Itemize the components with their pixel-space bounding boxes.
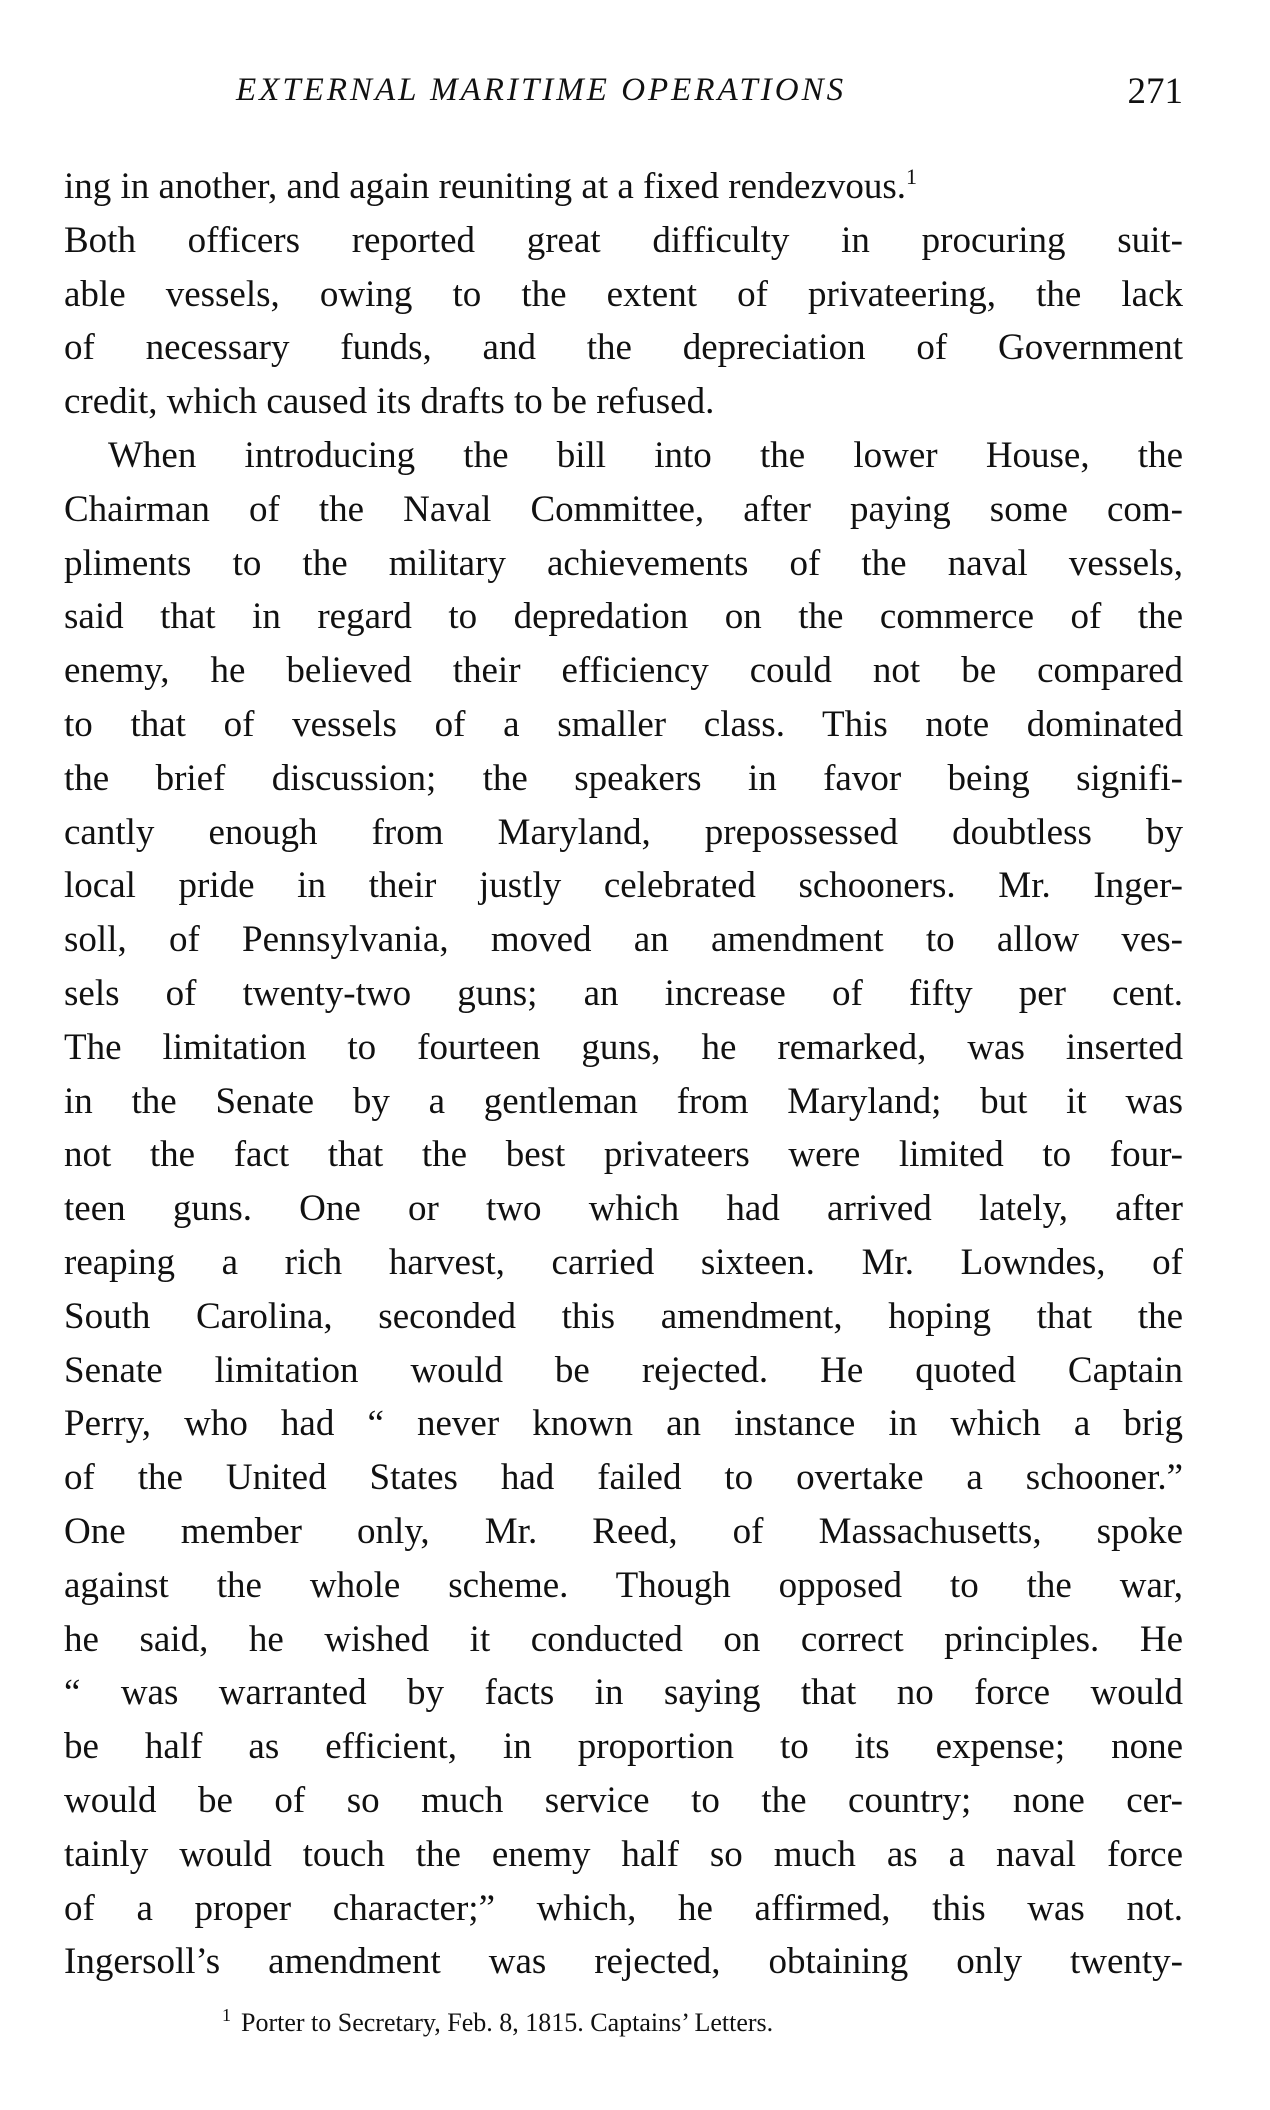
text-line bbox=[64, 1075, 1183, 1129]
text-line-content: in the Senate by a gentleman from Maryland; but it was bbox=[64, 1080, 1183, 1122]
text-line bbox=[64, 1505, 1183, 1559]
text-line-content: Chairman of the Naval Committee, after paying some com- bbox=[64, 488, 1183, 530]
text-line bbox=[64, 913, 1183, 967]
text-line-content: of the United States had failed to overtake a schooner.” bbox=[64, 1457, 1183, 1499]
text-line-content: Perry, who had “ never known an instance in which a brig bbox=[64, 1403, 1183, 1445]
text-line bbox=[64, 1935, 1183, 1989]
text-line bbox=[64, 1236, 1183, 1290]
text-line-content: the brief discussion; the speakers in favor being signifi- bbox=[64, 757, 1183, 799]
text-line-content: against the whole scheme. Though opposed to the war, bbox=[64, 1564, 1183, 1606]
text-line-content: able vessels, owing to the extent of privateering, the lack bbox=[64, 273, 1183, 315]
text-line-content: When introducing the bill into the lower House, the bbox=[108, 434, 1183, 476]
text-line bbox=[64, 806, 1183, 860]
text-line bbox=[64, 1290, 1183, 1344]
text-line bbox=[64, 1397, 1183, 1451]
text-line-content: of necessary funds, and the depreciation of Government bbox=[64, 327, 1183, 369]
page-number: 271 bbox=[1127, 71, 1183, 112]
text-line-content: of a proper character;” which, he affirmed, this was not. bbox=[64, 1887, 1183, 1929]
text-line-content: Ingersoll’s amendment was rejected, obtaining only twenty- bbox=[64, 1941, 1183, 1983]
text-line-content: Both officers reported great difficulty in procuring suit- bbox=[64, 219, 1183, 261]
text-line bbox=[64, 429, 1183, 483]
body-text bbox=[64, 160, 1183, 1989]
text-line-content: sels of twenty-two guns; an increase of fifty per cent. bbox=[64, 972, 1183, 1014]
text-line bbox=[64, 859, 1183, 913]
page-header bbox=[64, 72, 1183, 122]
text-line-content: would be of so much service to the country; none cer- bbox=[64, 1779, 1183, 1821]
text-line bbox=[64, 1559, 1183, 1613]
running-title: EXTERNAL MARITIME OPERATIONS bbox=[236, 72, 847, 108]
text-line bbox=[64, 1128, 1183, 1182]
text-line bbox=[64, 268, 1183, 322]
text-line-content: local pride in their justly celebrated schooners. Mr. Inger- bbox=[64, 865, 1183, 907]
text-line bbox=[64, 1021, 1183, 1075]
footnote bbox=[222, 2005, 774, 2038]
text-line-content: enemy, he believed their efficiency could not be compared bbox=[64, 650, 1183, 692]
text-line-content: pliments to the military achievements of the naval vessels, bbox=[64, 542, 1183, 584]
text-line-content: not the fact that the best privateers were limited to four- bbox=[64, 1134, 1183, 1176]
text-line bbox=[64, 1774, 1183, 1828]
text-line bbox=[64, 590, 1183, 644]
text-line-content: Senate limitation would be rejected. He quoted Captain bbox=[64, 1349, 1183, 1391]
text-line bbox=[64, 483, 1183, 537]
text-line-content: he said, he wished it conducted on correct principles. He bbox=[64, 1618, 1183, 1660]
footnote-text: Porter to Secretary, Feb. 8, 1815. Captains’ Letters. bbox=[241, 2008, 774, 2037]
text-line bbox=[64, 752, 1183, 806]
text-line bbox=[64, 1344, 1183, 1398]
text-line-content: One member only, Mr. Reed, of Massachusetts, spoke bbox=[64, 1510, 1183, 1552]
text-line bbox=[64, 967, 1183, 1021]
text-line-content: “ was warranted by facts in saying that no force would bbox=[64, 1672, 1183, 1714]
text-line-content: The limitation to fourteen guns, he remarked, was inserted bbox=[64, 1026, 1183, 1068]
text-line bbox=[64, 375, 1183, 429]
text-line-content: to that of vessels of a smaller class. This note dominated bbox=[64, 703, 1183, 745]
text-line bbox=[64, 644, 1183, 698]
text-line bbox=[64, 537, 1183, 591]
text-line-content: ing in another, and again reuniting at a fixed rendezvous. bbox=[64, 166, 907, 207]
text-line bbox=[64, 1666, 1183, 1720]
text-line bbox=[64, 1828, 1183, 1882]
text-line-content: tainly would touch the enemy half so much as a naval force bbox=[64, 1833, 1183, 1875]
text-line-content: reaping a rich harvest, carried sixteen. Mr. Lowndes, of bbox=[64, 1241, 1183, 1283]
text-line-content: said that in regard to depredation on the commerce of the bbox=[64, 596, 1183, 638]
text-line bbox=[64, 214, 1183, 268]
footnote-marker: 1 bbox=[222, 2005, 231, 2025]
text-line-content: teen guns. One or two which had arrived lately, after bbox=[64, 1188, 1183, 1230]
text-line-content: soll, of Pennsylvania, moved an amendment to allow ves- bbox=[64, 919, 1183, 961]
text-line-content: credit, which caused its drafts to be refused. bbox=[64, 381, 715, 423]
text-line bbox=[64, 1720, 1183, 1774]
footnote-reference: 1 bbox=[906, 164, 918, 189]
text-line-content: be half as efficient, in proportion to its expense; none bbox=[64, 1726, 1183, 1768]
text-line bbox=[64, 1182, 1183, 1236]
text-line bbox=[64, 321, 1183, 375]
text-line bbox=[64, 1882, 1183, 1936]
text-line-content: South Carolina, seconded this amendment, hoping that the bbox=[64, 1295, 1183, 1337]
text-line bbox=[64, 698, 1183, 752]
text-line bbox=[64, 1451, 1183, 1505]
text-line bbox=[64, 1613, 1183, 1667]
text-line-content: cantly enough from Maryland, prepossessed doubtless by bbox=[64, 811, 1183, 853]
text-line bbox=[64, 160, 1183, 214]
